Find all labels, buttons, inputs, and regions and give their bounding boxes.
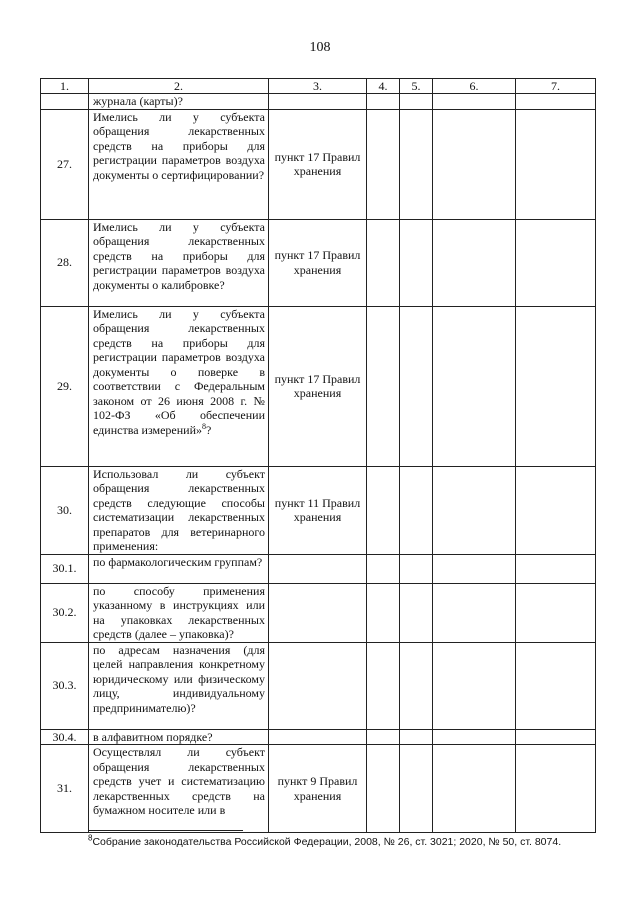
answer-cell [367,466,400,554]
answer-cell [516,306,596,466]
reference-cell: пункт 11 Правил хранения [269,466,367,554]
answer-cell [400,466,433,554]
reference-cell [269,94,367,110]
answer-cell [516,583,596,642]
reference-cell: пункт 17 Правил хранения [269,306,367,466]
table-row [41,642,596,729]
continuation-row [41,94,596,110]
answer-cell [516,745,596,833]
reference-cell [269,642,367,729]
answer-cell [433,306,516,466]
checklist-table [40,78,596,833]
row-number: 28. [41,219,89,306]
answer-cell [367,219,400,306]
table-row [41,745,596,833]
reference-cell [269,583,367,642]
column-header: 5. [400,79,433,94]
answer-cell [433,466,516,554]
column-header: 3. [269,79,367,94]
answer-cell [367,583,400,642]
answer-cell [367,729,400,745]
question-text: журнала (карты)? [89,94,269,110]
reference-cell [269,729,367,745]
question-body: Осуществлял ли субъект обращения лекарственных средств учет и систематизацию лекарственных средств на бумажном носителе или в [93,745,265,817]
question-text [89,219,269,306]
table-row [41,554,596,583]
row-number: 30.4. [41,729,89,745]
answer-cell [433,642,516,729]
column-header: 7. [516,79,596,94]
answer-cell [367,94,400,110]
answer-cell [433,219,516,306]
question-text [89,642,269,729]
column-header: 1. [41,79,89,94]
answer-cell [400,729,433,745]
question-body: в алфавитном порядке? [93,729,213,744]
answer-cell [400,642,433,729]
header-row [41,79,596,94]
answer-cell [516,109,596,219]
row-number: 30.1. [41,554,89,583]
table-row [41,729,596,745]
answer-cell [367,306,400,466]
question-body: по фармакологическим группам? [93,554,263,569]
answer-cell [433,745,516,833]
question-body: Имелись ли у субъекта обращения лекарственных средств на приборы для регистрации параметров воздуха документы о сертифицировании? [93,109,265,182]
question-text [89,306,269,466]
reference-cell: пункт 9 Правил хранения [269,745,367,833]
answer-cell [433,94,516,110]
row-number: 31. [41,745,89,833]
row-number: 30. [41,466,89,554]
answer-cell [433,729,516,745]
question-tail: ? [206,422,212,437]
question-body: Имелись ли у субъекта обращения лекарственных средств на приборы для регистрации параметров воздуха документы о поверке в соответствии с Федеральным законом от 26 июня 2008 г. № 102-ФЗ «Об обеспечении единства измерений» [93,306,265,437]
row-number: 27. [41,109,89,219]
table-row [41,306,596,466]
answer-cell [516,219,596,306]
question-body: по способу применения указанному в инструкциях или на упаковках лекарственных средств (далее – упаковка)? [93,583,265,641]
reference-cell: пункт 17 Правил хранения [269,109,367,219]
footnote-reference: 8 [202,421,207,431]
question-text [89,583,269,642]
answer-cell [367,554,400,583]
answer-cell [516,94,596,110]
answer-cell [516,729,596,745]
page-number: 108 [309,40,331,55]
answer-cell [433,583,516,642]
answer-cell [516,554,596,583]
column-header: 6. [433,79,516,94]
question-text [89,729,269,745]
question-text [89,554,269,583]
footnote-rule [88,830,243,831]
reference-cell: пункт 17 Правил хранения [269,219,367,306]
question-body: Использовал ли субъект обращения лекарственных средств следующие способы систематизации лекарственных препаратов для ветеринарного применения: [93,466,265,553]
answer-cell [400,219,433,306]
table-row [41,109,596,219]
footnote [88,833,608,848]
answer-cell [367,745,400,833]
question-text [89,745,269,833]
answer-cell [433,109,516,219]
answer-cell [433,554,516,583]
row-number: 30.2. [41,583,89,642]
answer-cell [400,745,433,833]
answer-cell [367,642,400,729]
table-row [41,466,596,554]
question-body: по адресам назначения (для целей направления конкретному юридическому или физическому лицу, индивидуальному предпринимателю)? [93,642,265,715]
question-text [89,466,269,554]
table-row [41,583,596,642]
answer-cell [400,583,433,642]
answer-cell [400,94,433,110]
column-header: 4. [367,79,400,94]
answer-cell [400,554,433,583]
question-text [89,109,269,219]
footnote-marker: 8 [88,833,93,843]
footnote-text: Собрание законодательства Российской Федерации, 2008, № 26, ст. 3021; 2020, № 50, ст. 8074. [92,836,562,848]
reference-cell [269,554,367,583]
column-header: 2. [89,79,269,94]
answer-cell [400,109,433,219]
question-body: Имелись ли у субъекта обращения лекарственных средств на приборы для регистрации параметров воздуха документы о калибровке? [93,219,265,292]
row-number [41,94,89,110]
answer-cell [400,306,433,466]
answer-cell [367,109,400,219]
answer-cell [516,642,596,729]
row-number: 29. [41,306,89,466]
answer-cell [516,466,596,554]
table-row [41,219,596,306]
row-number: 30.3. [41,642,89,729]
